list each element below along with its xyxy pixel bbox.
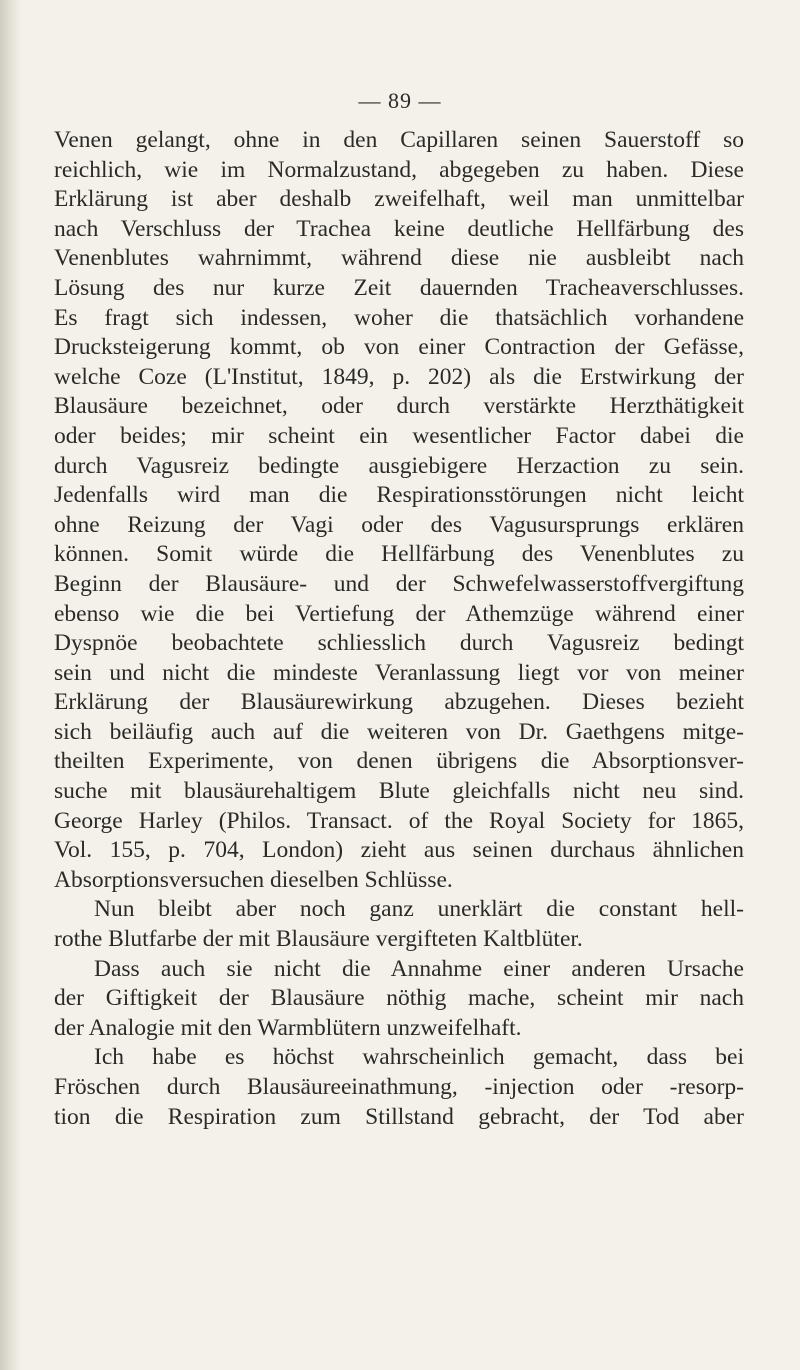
- text-line: oder beides; mir scheint ein wesentlicher Factor dabei die: [54, 422, 744, 449]
- text-line: welche Coze (L'Institut, 1849, p. 202) als die Erstwirkung der: [54, 363, 744, 390]
- text-line: Erklärung der Blausäurewirkung abzugehen. Dieses bezieht: [54, 689, 744, 716]
- text-line: Dyspnöe beobachtete schliesslich durch Vagusreiz bedingt: [54, 630, 744, 657]
- text-line: rothe Blutfarbe der mit Blausäure vergifteten Kaltblüter.: [54, 926, 583, 953]
- text-line: ebenso wie die bei Vertiefung der Athemzüge während einer: [54, 600, 744, 627]
- text-line: Venenblutes wahrnimmt, während diese nie ausbleibt nach: [54, 245, 744, 272]
- text-line: Nun bleibt aber noch ganz unerklärt die constant hell-: [94, 896, 744, 923]
- text-line: Beginn der Blausäure- und der Schwefelwasserstoffvergiftung: [54, 570, 744, 597]
- text-line: Venen gelangt, ohne in den Capillaren seinen Sauerstoff so: [54, 127, 744, 153]
- page-number: — 89 —: [358, 88, 442, 113]
- text-line: Fröschen durch Blausäureeinathmung, -injection oder -resorp-: [54, 1074, 744, 1100]
- text-line: der Giftigkeit der Blausäure nöthig mache, scheint mir nach: [54, 985, 744, 1012]
- text-line: können. Somit würde die Hellfärbung des Venenblutes zu: [54, 541, 744, 568]
- text-line: Blausäure bezeichnet, oder durch verstärkte Herzthätigkeit: [54, 393, 744, 420]
- text-line: durch Vagusreiz bedingte ausgiebigere Herzaction zu sein.: [54, 452, 744, 479]
- text-line: Absorptionsversuchen dieselben Schlüsse.: [54, 866, 453, 893]
- text-line: ohne Reizung der Vagi oder des Vagusursprungs erklären: [54, 511, 744, 538]
- text-line: George Harley (Philos. Transact. of the Royal Society for 1865,: [54, 807, 744, 834]
- text-line: Drucksteigerung kommt, ob von einer Contraction der Gefässe,: [54, 334, 744, 361]
- text-line: Erklärung ist aber deshalb zweifelhaft, weil man unmittelbar: [54, 186, 744, 213]
- text-line: Ich habe es höchst wahrscheinlich gemacht, dass bei: [94, 1044, 744, 1071]
- text-line: der Analogie mit den Warmblütern unzweifelhaft.: [54, 1014, 522, 1041]
- text-line: sich beiläufig auch auf die weiteren von Dr. Gaethgens mitge-: [54, 718, 744, 745]
- text-line: suche mit blausäurehaltigem Blute gleichfalls nicht neu sind.: [54, 778, 744, 805]
- text-line: Vol. 155, p. 704, London) zieht aus seinen durchaus ähnlichen: [54, 837, 744, 864]
- text-line: Dass auch sie nicht die Annahme einer anderen Ursache: [94, 955, 744, 982]
- text-line: Es fragt sich indessen, woher die thatsächlich vorhandene: [54, 304, 744, 331]
- body-text: [54, 126, 744, 1132]
- page-edge-shadow: [0, 0, 22, 1370]
- text-line: nach Verschluss der Trachea keine deutliche Hellfärbung des: [54, 215, 744, 242]
- text-line: Jedenfalls wird man die Respirationsstörungen nicht leicht: [54, 482, 744, 509]
- text-line: theilten Experimente, von denen übrigens die Absorptionsver-: [54, 748, 744, 775]
- text-line: tion die Respiration zum Stillstand gebracht, der Tod aber: [54, 1103, 744, 1130]
- text-line: Lösung des nur kurze Zeit dauernden Tracheaverschlusses.: [54, 274, 744, 301]
- text-line: sein und nicht die mindeste Veranlassung liegt vor von meiner: [54, 659, 744, 686]
- text-line: reichlich, wie im Normalzustand, abgegeben zu haben. Diese: [54, 156, 744, 183]
